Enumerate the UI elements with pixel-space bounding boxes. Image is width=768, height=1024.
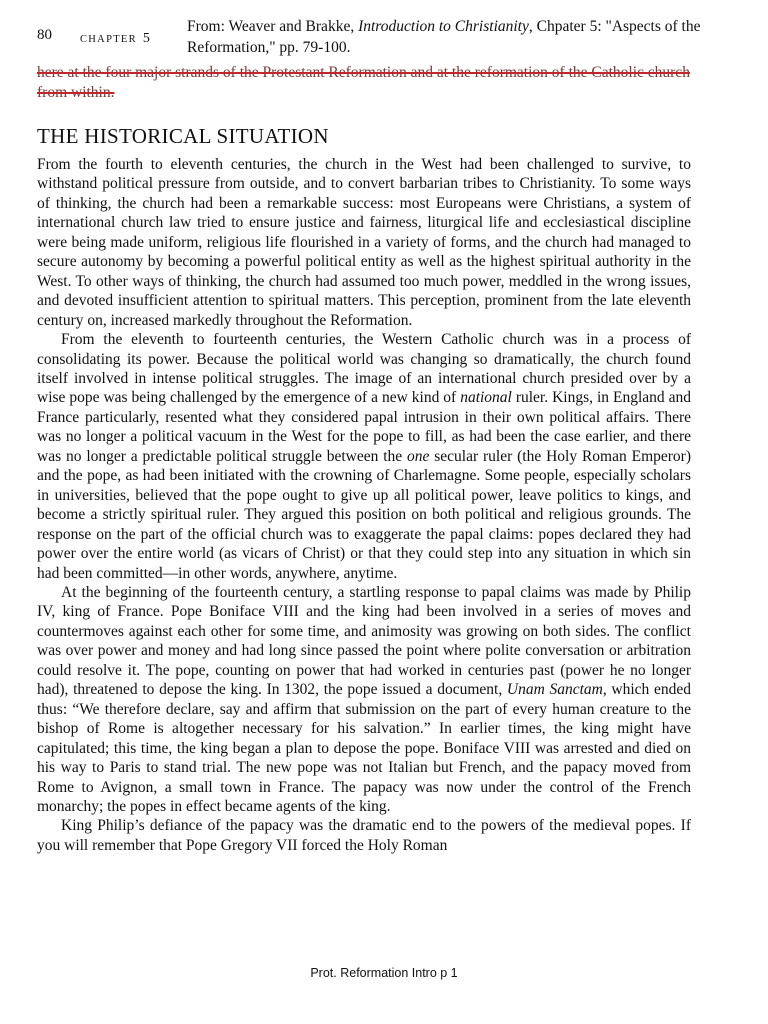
body-text (37, 155, 691, 855)
paragraph-1: From the fourth to eleventh centuries, the church in the West had been challenged to survive, to withstand political pressure from outside, and to convert barbarian tribes to Christianity. To some ways of thinking, the church had been a remarkable success: most Europeans were Christians, a system of international church law tried to ensure justice and fairness, liturgical life and ecclesiastical discipline were being made uniform, religious life flourished in a variety of forms, and the church had managed to secure autonomy by becoming a powerful political entity as well as the highest spiritual authority in the West. To other ways of thinking, the church had assumed too much power, meddled in the wrong issues, and devoted insufficient attention to spiritual matters. This perception, prominent from the late eleventh century on, increased markedly throughout the Reformation. (37, 156, 691, 329)
source-prefix: From: Weaver and Brakke, (187, 18, 359, 35)
chapter-label-text: CHAPTER (80, 34, 137, 45)
struck-through-text: here at the four major strands of the Protestant Reformation and at the reformation of the Catholic church from within. (37, 64, 690, 101)
page-footer: Prot. Reformation Intro p 1 (310, 966, 458, 980)
source-citation (187, 16, 727, 58)
emphasis-one: one (407, 447, 430, 465)
source-rest: , Chpater 5: "Aspects of the Reformation," pp. 79-100. (187, 18, 701, 56)
paragraph-4: King Philip’s defiance of the papacy was the dramatic end to the powers of the medieval popes. If you will remember that Pope Gregory VII forced the Holy Roman (37, 817, 691, 854)
emphasis-national: national (460, 389, 512, 407)
paragraph-3-part-a: At the beginning of the fourteenth century, a startling response to papal claims was made by Philip IV, king of France. Pope Boniface VIII and the king had been involved in a series of moves and countermoves against each other for some time, and animosity was growing on both sides. The conflict was over power and money and had long since passed the point where polite conversation or arbitration could resolve it. The pope, counting on power that had worked in centuries past (power he no longer had), threatened to depose the king. In 1302, the pope issued a document, (37, 583, 691, 699)
source-book-title: Introduction to Christianity (358, 18, 529, 35)
chapter-label (80, 31, 150, 47)
page-number: 80 (37, 27, 52, 43)
paragraph-2-part-a: From the eleventh to fourteenth centuries, the Western Catholic church was in a process of consolidating its power. Because the political world was changing so dramatically, the church found itself involved in intense political struggles. The image of an international church presided over by a wise pope was being challenged by the emergence of a new kind of (37, 331, 691, 407)
emphasis-unam-sanctam: Unam Sanctam, (506, 681, 607, 699)
paragraph-3 (37, 583, 691, 816)
section-heading: THE HISTORICAL SITUATION (37, 124, 329, 148)
paragraph-3-part-b: which ended thus: “We therefore declare, say and affirm that submission on the part of every human creature to the bishop of Rome is altogether necessary for his salvation.” In earlier times, the king might have capitulated; this time, the king began a plan to depose the pope. Boniface VIII was arrested and died on his way to Paris to stand trial. The new pope was not Italian but French, and the papacy moved from Rome to Avignon, a small town in France. The papacy was now under the control of the French monarchy; the popes in effect became agents of the king. (37, 681, 692, 815)
paragraph-2-part-c: secular ruler (the Holy Roman Emperor) and the pope, as had been initiated with the crowning of Charlemagne. Some people, especially scholars in universities, believed that the pope ought to give up all political power, leave politics to kings, and become a strictly spiritual ruler. They argued this position on both political and religious grounds. The response on the part of the official church was to exaggerate the papal claims: popes declared they had power over the entire world (as vicars of Christ) or that they could step into any situation in which sin had been committed—in other words, anywhere, anytime. (37, 447, 691, 582)
chapter-number: 5 (142, 31, 150, 46)
paragraph-2 (37, 330, 691, 583)
paragraph-2-part-b: ruler. Kings, in England and France particularly, resented what they considered papal intrusion in their own political affairs. There was no longer a political vacuum in the West for the pope to fill, as had been the case earlier, and there was no longer a predictable political struggle between the (37, 389, 691, 465)
